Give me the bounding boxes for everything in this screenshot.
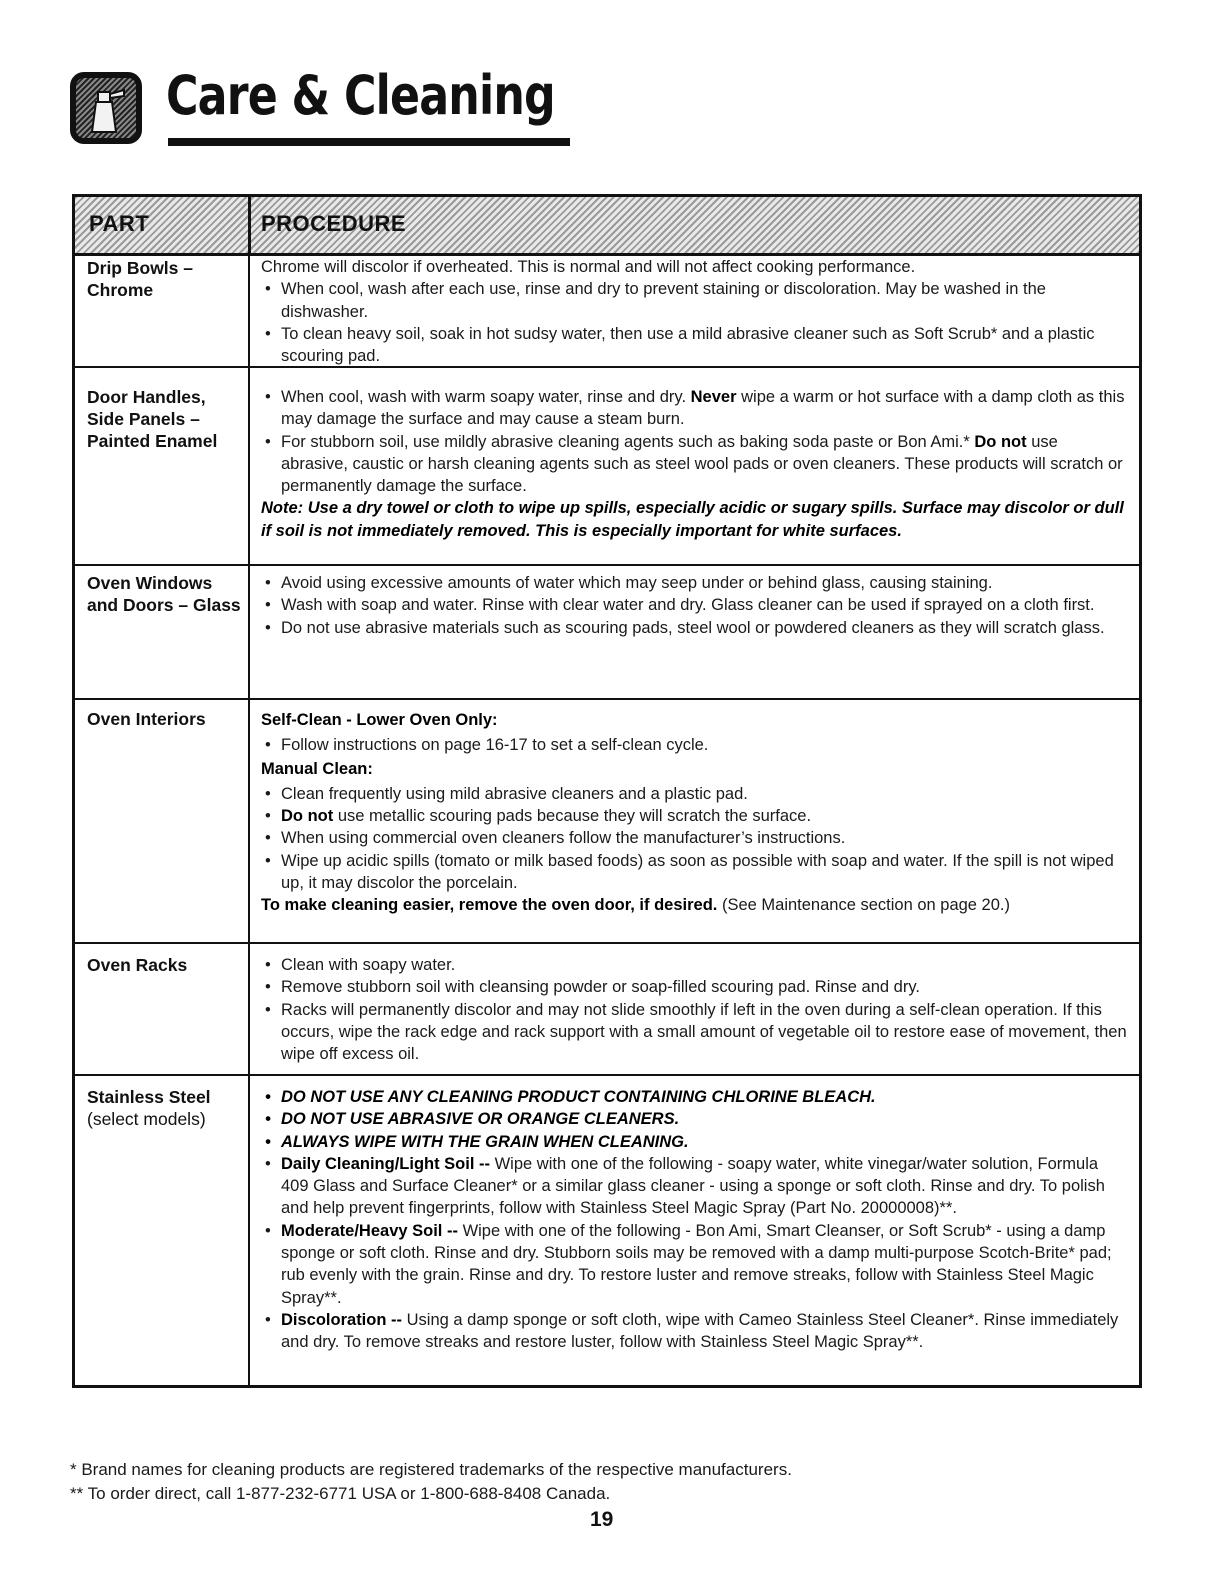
list-item: • When using commercial oven cleaners follow the manufacturer’s instructions. xyxy=(261,827,1129,849)
emphasis: Discoloration -- xyxy=(281,1310,403,1329)
list-item: • When cool, wash after each use, rinse and dry to prevent staining or discoloration. May be washed in the dishwasher. xyxy=(261,278,1129,323)
text: use abrasive, caustic or harsh cleaning agents such as steel wool pads or oven cleaners. These products will scratch or permanently damage the surface. xyxy=(281,432,1123,496)
emphasis: Never xyxy=(690,388,737,406)
list-item: • To clean heavy soil, soak in hot sudsy water, then use a mild abrasive cleaner such as Soft Scrub* and a plastic scouring pad. xyxy=(261,323,1129,368)
text: When cool, wash with warm soapy water, rinse and dry. xyxy=(281,388,687,406)
text: Wipe with one of the following - soapy water, white vinegar/water solution, Formula 409 Glass and Surface Cleaner* or a similar glass cleaner - using a sponge or soft cloth. Rinse and dry. To polish and help prevent fingerprints, follow with Stainless Steel Magic Spray (Part No. 20000008)**. xyxy=(281,1154,1105,1218)
list-item: • Wipe up acidic spills (tomato or milk based foods) as soon as possible with soap and water. If the spill is not wiped up, it may discolor the porcelain. xyxy=(261,850,1129,895)
list-item xyxy=(261,1220,1129,1309)
column-divider xyxy=(248,700,250,942)
column-divider xyxy=(248,368,250,564)
footnote: * Brand names for cleaning products are registered trademarks of the respective manufacturers. xyxy=(70,1460,792,1479)
list-item: • Avoid using excessive amounts of water which may seep under or behind glass, causing staining. xyxy=(261,572,1129,594)
procedure-list xyxy=(261,954,1129,1065)
part-label: Drip Bowls – Chrome xyxy=(87,258,193,300)
text: Wipe with one of the following - Bon Ami, Smart Cleanser, or Soft Scrub* - using a damp sponge or soft cloth. Rinse and dry. Stubborn soils may be removed with a damp multi-purpose Scotch-Brite* pad; rub evenly with the grain. Rinse and dry. To restore luster and remove streaks, follow with Stainless Steel Magic Spray**. xyxy=(281,1221,1112,1307)
column-divider xyxy=(248,1076,250,1385)
spray-bottle-icon xyxy=(70,72,142,144)
column-divider xyxy=(248,944,250,1074)
emphasis: Do not xyxy=(281,807,334,826)
text: Using a damp sponge or soft cloth, wipe with Cameo Stainless Steel Cleaner*. Rinse immediately and dry. To remove streaks and restore luster, follow with Stainless Steel Magic Spray**. xyxy=(281,1310,1119,1352)
table-row xyxy=(75,566,1139,700)
part-label: Oven Windows and Doors – Glass xyxy=(87,573,241,615)
procedure-cell xyxy=(261,572,1129,639)
list-item xyxy=(261,1309,1129,1354)
procedure-list xyxy=(261,386,1129,497)
care-cleaning-table xyxy=(72,194,1142,1388)
procedure-cell xyxy=(261,256,1129,367)
table-header xyxy=(75,197,1139,256)
list-item xyxy=(261,1153,1129,1220)
list-item xyxy=(261,386,1129,431)
list-item: • Wash with soap and water. Rinse with clear water and dry. Glass cleaner can be used if sprayed on a cloth first. xyxy=(261,594,1129,616)
table-row xyxy=(75,1076,1139,1385)
page-number: 19 xyxy=(590,1508,614,1531)
column-header-part: PART xyxy=(89,211,150,236)
emphasis: Moderate/Heavy Soil -- xyxy=(281,1221,458,1240)
part-label xyxy=(87,1086,243,1130)
part-label: Door Handles, Side Panels – Painted Enamel xyxy=(87,387,218,451)
warning-item: • DO NOT USE ABRASIVE OR ORANGE CLEANERS. xyxy=(261,1108,1129,1130)
footnotes xyxy=(70,1458,792,1506)
procedure-text: Chrome will discolor if overheated. This is normal and will not affect cooking performance. xyxy=(261,258,916,276)
section-heading: Manual Clean: xyxy=(261,759,373,778)
list-item: • Remove stubborn soil with cleansing powder or soap-filled scouring pad. Rinse and dry. xyxy=(261,976,1129,998)
procedure-cell xyxy=(261,954,1129,1065)
warning-item: • DO NOT USE ANY CLEANING PRODUCT CONTAINING CHLORINE BLEACH. xyxy=(261,1086,1129,1108)
procedure-cell xyxy=(261,386,1129,542)
procedure-list xyxy=(261,783,1129,894)
footnote: ** To order direct, call 1-877-232-6771 USA or 1-800-688-8408 Canada. xyxy=(70,1484,611,1503)
warning-item: • ALWAYS WIPE WITH THE GRAIN WHEN CLEANING. xyxy=(261,1131,1129,1153)
list-item xyxy=(261,805,1129,827)
tip-text xyxy=(261,894,1129,916)
text: For stubborn soil, use mildly abrasive cleaning agents such as baking soda paste or Bon Ami.* xyxy=(281,432,970,451)
part-name: Stainless Steel xyxy=(87,1087,211,1107)
table-row xyxy=(75,253,1139,368)
emphasis: Daily Cleaning/Light Soil -- xyxy=(281,1154,491,1173)
emphasis: Do not xyxy=(974,432,1027,451)
column-header-procedure: PROCEDURE xyxy=(261,211,407,236)
section-heading: Self-Clean - Lower Oven Only: xyxy=(261,711,498,729)
procedure-list xyxy=(261,572,1129,639)
list-item: • Racks will permanently discolor and may not slide smoothly if left in the oven during a self-clean operation. If this occurs, wipe the rack edge and rack support with a small amount of vegetable oil to restore ease of movement, then wipe off excess oil. xyxy=(261,999,1129,1066)
list-item: • Clean frequently using mild abrasive cleaners and a plastic pad. xyxy=(261,783,1129,805)
text: wipe a warm or hot surface with a damp cloth as this may damage the surface and may cause a steam burn. xyxy=(281,388,1125,429)
table-row xyxy=(75,944,1139,1076)
list-item: • Do not use abrasive materials such as scouring pads, steel wool or powdered cleaners as they will scratch glass. xyxy=(261,617,1129,639)
table-row xyxy=(75,368,1139,566)
procedure-list xyxy=(261,1086,1129,1354)
procedure-list xyxy=(261,278,1129,367)
list-item: • Follow instructions on page 16-17 to set a self-clean cycle. xyxy=(261,734,1129,756)
text: (See Maintenance section on page 20.) xyxy=(721,896,1010,915)
text: use metallic scouring pads because they will scratch the surface. xyxy=(337,807,812,826)
procedure-cell xyxy=(261,1086,1129,1354)
part-label: Oven Interiors xyxy=(87,709,206,729)
procedure-cell xyxy=(261,708,1129,917)
list-item xyxy=(261,431,1129,498)
header-divider xyxy=(248,197,251,253)
part-label: Oven Racks xyxy=(87,955,188,975)
list-item: • Clean with soapy water. xyxy=(261,954,1129,976)
column-divider xyxy=(248,566,250,698)
title-underline xyxy=(168,138,570,146)
emphasis: To make cleaning easier, remove the oven door, if desired. xyxy=(261,896,718,915)
part-note: (select models) xyxy=(87,1109,206,1129)
note-text: Note: Use a dry towel or cloth to wipe up spills, especially acidic or sugary spills. Surface may discolor or dull if soil is not immediately removed. This is especially important for white surfaces. xyxy=(261,499,1124,540)
page-header xyxy=(70,60,555,160)
table-row xyxy=(75,700,1139,944)
procedure-list xyxy=(261,734,1129,756)
page-title: Care & Cleaning xyxy=(166,64,555,127)
column-divider xyxy=(248,253,250,366)
